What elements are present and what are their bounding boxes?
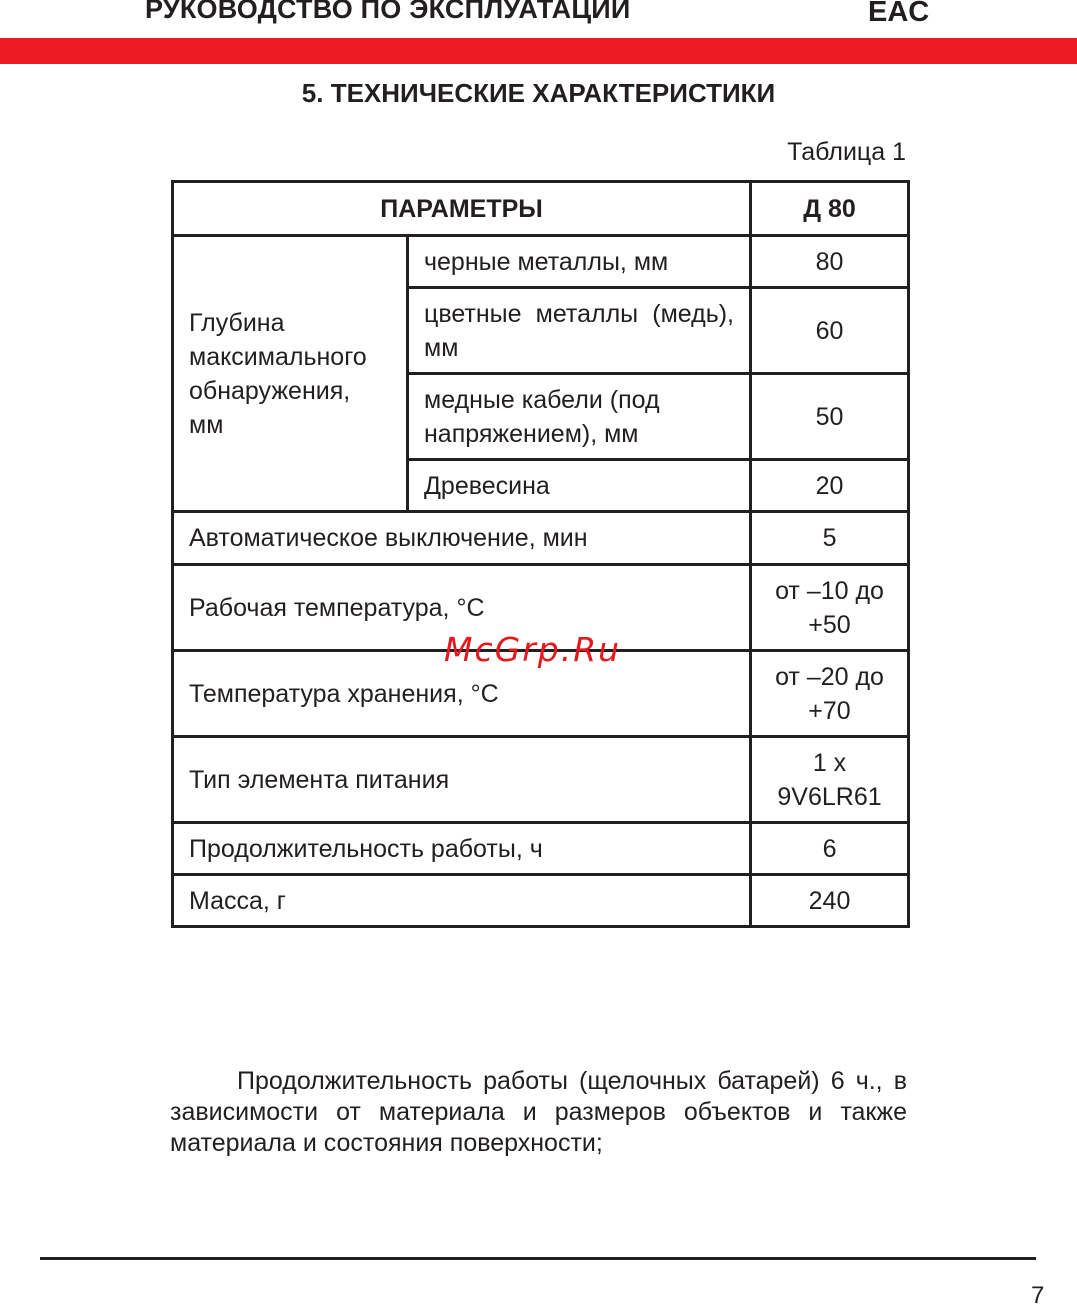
value-cell: 20	[751, 460, 909, 512]
param-text: цветные металлы (медь), мм	[424, 299, 735, 362]
param-cell: Рабочая температура, °С	[173, 565, 751, 651]
value-cell: от –10 до +50	[751, 565, 909, 651]
value-cell: 60	[751, 288, 909, 374]
eac-mark: EAC	[868, 0, 930, 28]
value-cell: от –20 до +70	[751, 651, 909, 737]
table-caption: Таблица 1	[787, 138, 906, 166]
header-param-cell: ПАРАМЕТРЫ	[173, 182, 751, 236]
value-cell: 1 x 9V6LR61	[751, 737, 909, 823]
watermark: McGrp.Ru	[444, 630, 622, 669]
value-cell: 5	[751, 512, 909, 565]
table-row	[173, 875, 909, 927]
page-number: 7	[1031, 1282, 1045, 1309]
table-row	[173, 236, 909, 288]
header-red-band	[0, 38, 1077, 64]
param-cell: Тип элемента питания	[173, 737, 751, 823]
value-cell: 240	[751, 875, 909, 927]
table-row	[173, 565, 909, 651]
param-cell: Продолжительность работы, ч	[173, 823, 751, 875]
spec-table	[171, 180, 910, 928]
param-cell: Древесина	[408, 460, 751, 512]
param-cell: Масса, г	[173, 875, 751, 927]
param-cell: Автоматическое выключение, мин	[173, 512, 751, 565]
depth-group-label: Глубина максимального обнаружения, мм	[173, 236, 408, 512]
header-title: РУКОВОДСТВО ПО ЭКСПЛУАТАЦИИ	[145, 0, 631, 24]
value-cell: 6	[751, 823, 909, 875]
section-title: 5. ТЕХНИЧЕСКИЕ ХАРАКТЕРИСТИКИ	[301, 78, 776, 108]
header-model-cell: Д 80	[751, 182, 909, 236]
param-cell: Температура хранения, °С	[173, 651, 751, 737]
table-row	[173, 651, 909, 737]
value-cell: 50	[751, 374, 909, 460]
table-row	[173, 737, 909, 823]
value-cell: 80	[751, 236, 909, 288]
table-row	[173, 823, 909, 875]
battery-life-note: Продолжительность работы (щелочных батарей) 6 ч., в зависимости от материала и размеров объектов и также материала и состояния поверхности;	[170, 1067, 907, 1157]
table-header-row	[173, 182, 909, 236]
param-cell: медные кабели (под напряжением), мм	[408, 374, 751, 460]
param-cell	[408, 288, 751, 374]
table-row	[173, 512, 909, 565]
footer-rule	[40, 1257, 1036, 1260]
param-cell: черные металлы, мм	[408, 236, 751, 288]
